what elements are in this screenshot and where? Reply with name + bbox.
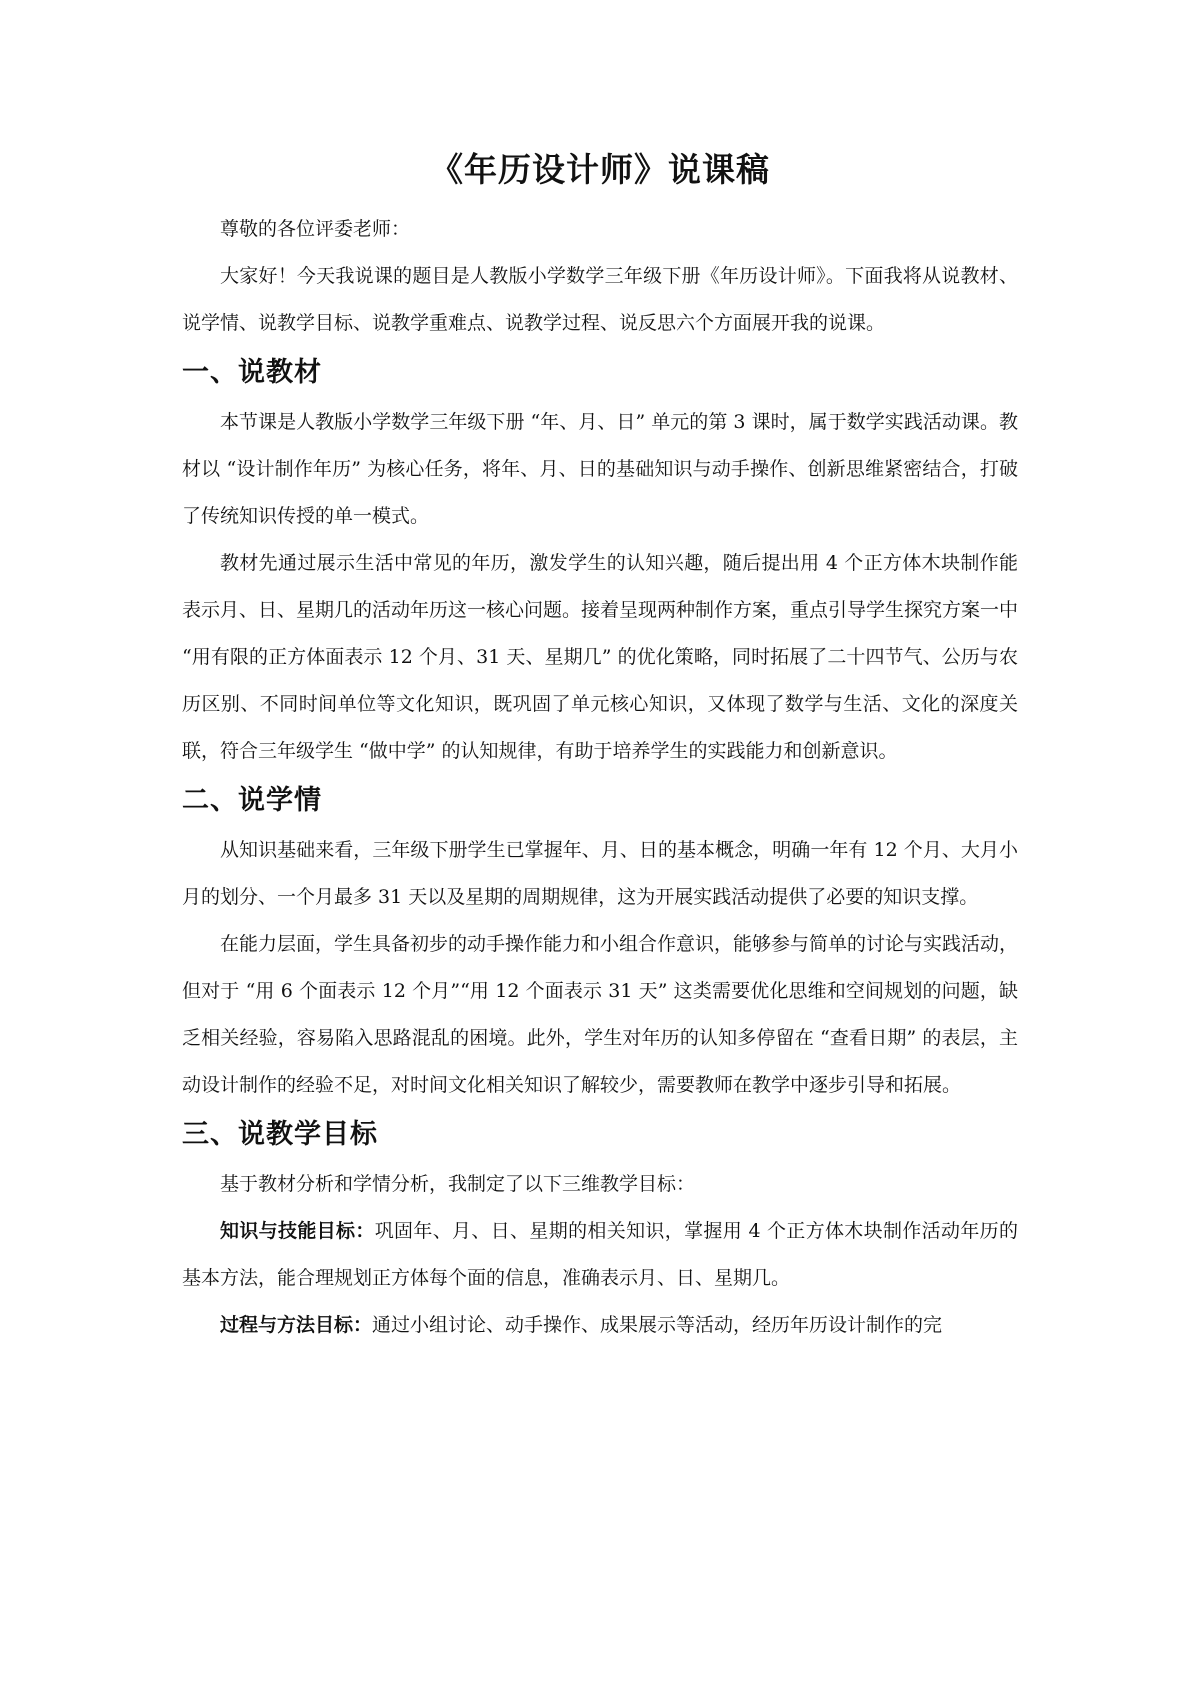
students-paragraph-2: 在能力层面，学生具备初步的动手操作能力和小组合作意识，能够参与简单的讨论与实践活动，但对于 “用 6 个面表示 12 个月”“用 12 个面表示 31 天” 这类需要优化思维和空间规划的问题，缺乏相关经验，容易陷入思路混乱的困境。此外，学生对年历的认知多停留在 “查看日期” 的表层，主动设计制作的经验不足，对时间文化相关知识了解较少，需要教师在教学中逐步引导和拓展。 (182, 933, 1019, 1096)
objective-knowledge (182, 1208, 1018, 1302)
document-title: 《年历设计师》说课稿 (430, 150, 770, 189)
textbook-paragraph-1: 本节课是人教版小学数学三年级下册 “年、月、日” 单元的第 3 课时，属于数学实践活动课。教材以 “设计制作年历” 为核心任务，将年、月、日的基础知识与动手操作、创新思维紧密结合，打破了传统知识传授的单一模式。 (182, 411, 1018, 527)
objectives-intro: 基于教材分析和学情分析，我制定了以下三维教学目标： (220, 1173, 696, 1195)
objective-knowledge-label: 知识与技能目标： (220, 1220, 375, 1242)
objective-process-text: 通过小组讨论、动手操作、成果展示等活动，经历年历设计制作的完 (372, 1314, 943, 1336)
intro-paragraph: 大家好！今天我说课的题目是人教版小学数学三年级下册《年历设计师》。下面我将从说教材、说学情、说教学目标、说教学重难点、说教学过程、说反思六个方面展开我的说课。 (182, 265, 1018, 334)
section-heading-objectives: 三、说教学目标 (182, 1119, 378, 1150)
objective-process-label: 过程与方法目标： (220, 1314, 373, 1336)
textbook-paragraph-2: 教材先通过展示生活中常见的年历，激发学生的认知兴趣，随后提出用 4 个正方体木块制作能表示月、日、星期几的活动年历这一核心问题。接着呈现两种制作方案，重点引导学生探究方案一中 “用有限的正方体面表示 12 个月、31 天、星期几” 的优化策略，同时拓展了二十四节气、公历与农历区别、不同时间单位等文化知识，既巩固了单元核心知识，又体现了数学与生活、文化的深度关联，符合三年级学生 “做中学” 的认知规律，有助于培养学生的实践能力和创新意识。 (182, 552, 1019, 762)
objective-process (182, 1302, 1018, 1349)
objective-knowledge-text: 巩固年、月、日、星期的相关知识，掌握用 4 个正方体木块制作活动年历的基本方法，能合理规划正方体每个面的信息，准确表示月、日、星期几。 (182, 1220, 1018, 1289)
section-heading-students: 二、说学情 (182, 785, 322, 816)
section-heading-textbook: 一、说教材 (182, 357, 322, 388)
salutation: 尊敬的各位评委老师： (220, 218, 411, 240)
students-paragraph-1: 从知识基础来看，三年级下册学生已掌握年、月、日的基本概念，明确一年有 12 个月、大月小月的划分、一个月最多 31 天以及星期的周期规律，这为开展实践活动提供了必要的知识支撑。 (182, 839, 1018, 908)
